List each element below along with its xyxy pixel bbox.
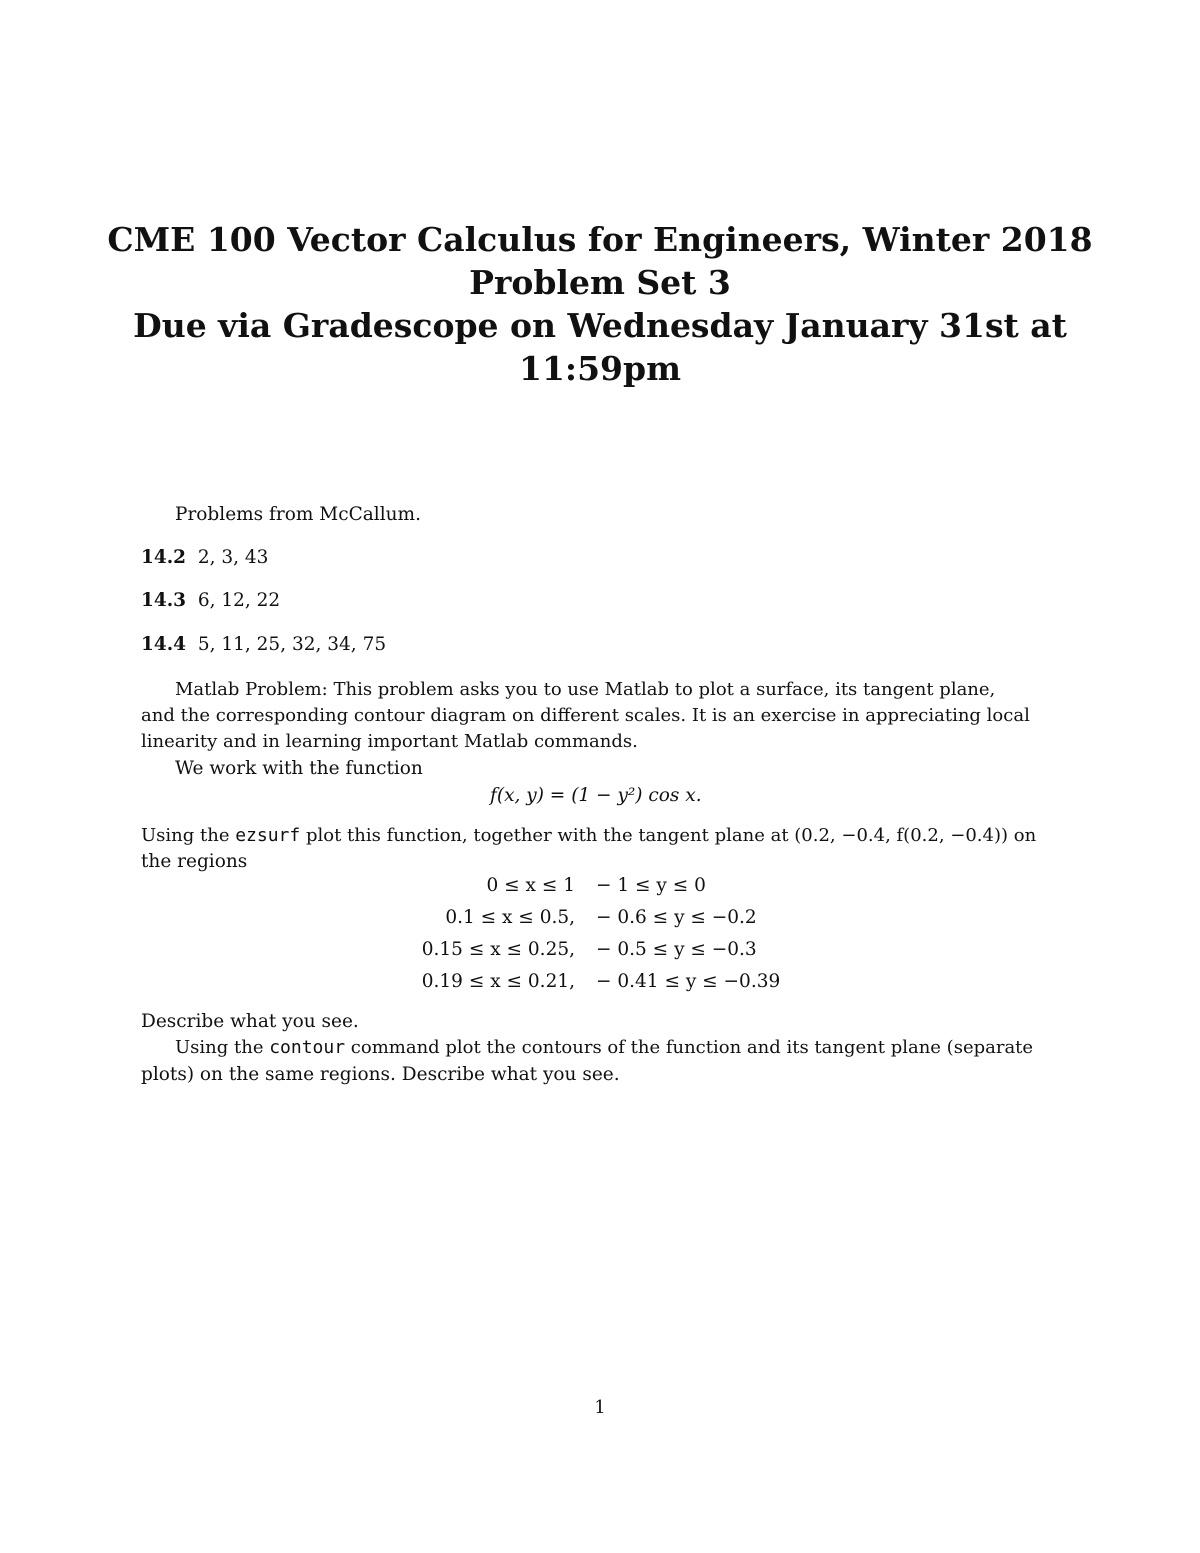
document-title (0, 218, 1200, 390)
describe-text: Describe what you see. (141, 1011, 359, 1032)
intro-text: Problems from McCallum. (175, 504, 421, 525)
section-14-2 (141, 545, 268, 571)
section-problems: 5, 11, 25, 32, 34, 75 (197, 634, 387, 655)
ezsurf-post: plot this function, together with the tangent plane at (0.2, −0.4, f(0.2, −0.4)) on (300, 825, 1037, 846)
matlab-para-line-2: and the corresponding contour diagram on different scales. It is an exercise in appreciating local (141, 705, 1030, 726)
section-problems: 6, 12, 22 (197, 590, 281, 611)
region-y-1: − 1 ≤ y ≤ 0 (596, 875, 706, 896)
region-y-3: − 0.5 ≤ y ≤ −0.3 (596, 939, 757, 960)
section-14-4 (141, 632, 386, 658)
region-x-3: 0.15 ≤ x ≤ 0.25, (421, 939, 575, 960)
ezsurf-line-1 (141, 823, 1036, 849)
ezsurf-line-2: the regions (141, 851, 248, 872)
matlab-para-line-1: Matlab Problem: This problem asks you to use Matlab to plot a surface, its tangent plane, (175, 679, 996, 700)
section-number: 14.3 (141, 590, 187, 611)
region-y-4: − 0.41 ≤ y ≤ −0.39 (596, 971, 781, 992)
region-x-4: 0.19 ≤ x ≤ 0.21, (421, 971, 575, 992)
title-line-3: Due via Gradescope on Wednesday January 31st at (133, 306, 1067, 345)
contour-line-1 (175, 1035, 1033, 1061)
function-formula: f(x, y) = (1 − y²) cos x. (490, 785, 702, 806)
region-y-2: − 0.6 ≤ y ≤ −0.2 (596, 907, 757, 928)
section-problems: 2, 3, 43 (197, 547, 269, 568)
contour-post: command plot the contours of the function and its tangent plane (separate (345, 1037, 1034, 1058)
title-line-1: CME 100 Vector Calculus for Engineers, Winter 2018 (107, 220, 1093, 259)
page-number: 1 (594, 1397, 606, 1418)
section-number: 14.2 (141, 547, 187, 568)
ezsurf-pre: Using the (141, 825, 236, 846)
ezsurf-command: ezsurf (235, 825, 301, 846)
function-intro: We work with the function (175, 758, 423, 779)
matlab-para-line-3: linearity and in learning important Matlab commands. (141, 731, 638, 752)
title-line-2: Problem Set 3 (469, 263, 731, 302)
contour-line-2: plots) on the same regions. Describe what you see. (141, 1064, 620, 1085)
section-14-3 (141, 588, 280, 614)
region-x-1: 0 ≤ x ≤ 1 (486, 875, 575, 896)
region-x-2: 0.1 ≤ x ≤ 0.5, (445, 907, 575, 928)
title-line-4: 11:59pm (518, 349, 682, 388)
section-number: 14.4 (141, 634, 187, 655)
contour-command: contour (269, 1037, 346, 1058)
contour-pre: Using the (175, 1037, 270, 1058)
